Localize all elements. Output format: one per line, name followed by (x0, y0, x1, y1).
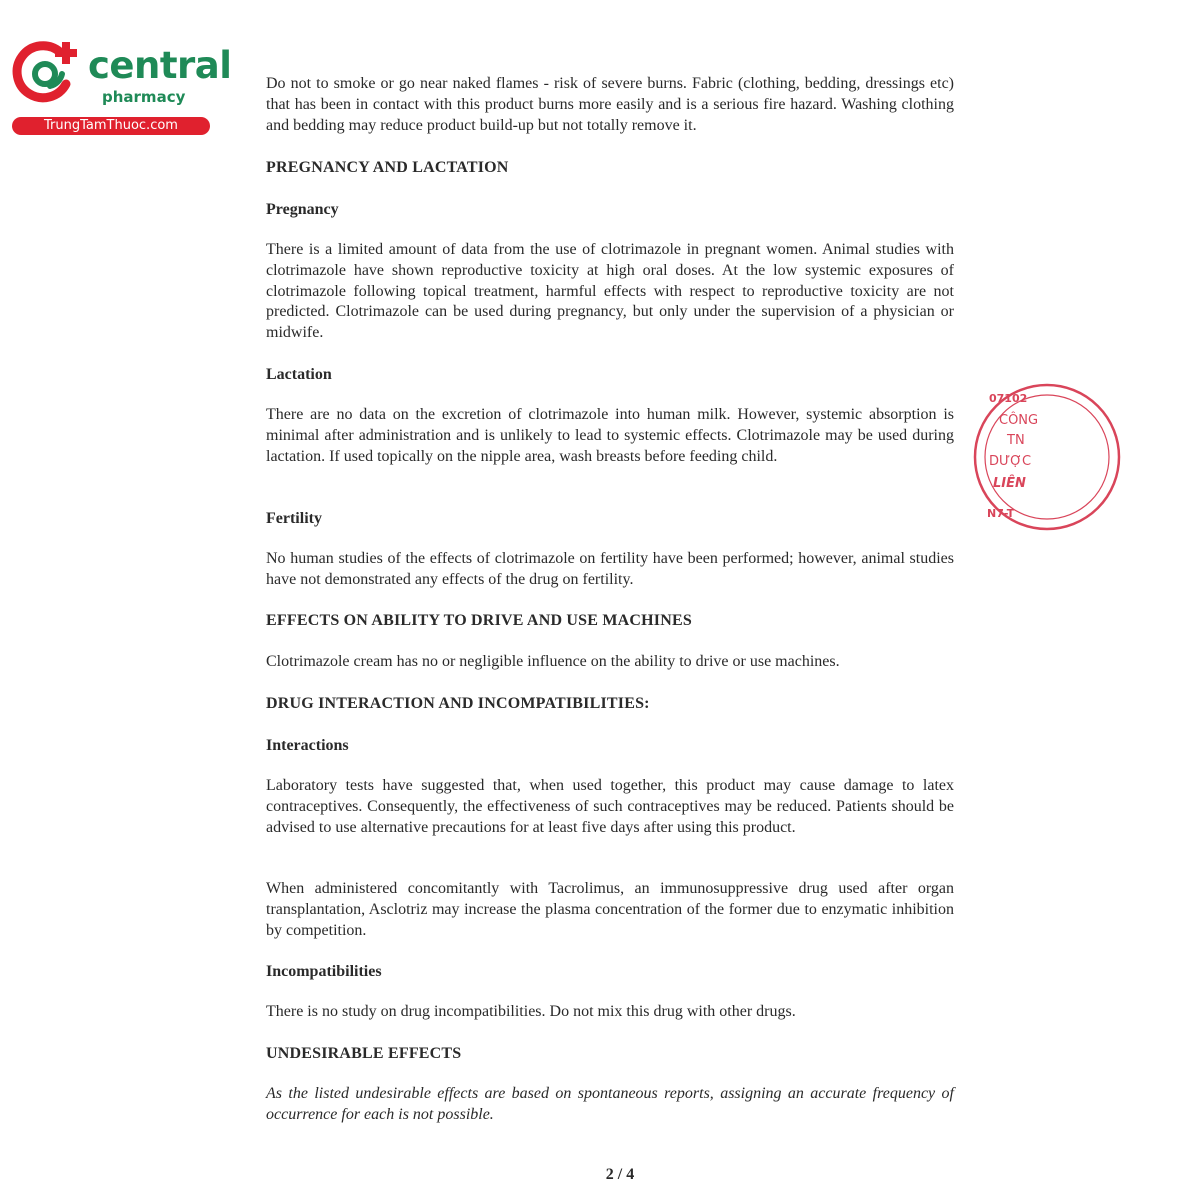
paragraph-interactions-2: When administered concomitantly with Tacrolimus, an immunosuppressive drug used after organ transplantation, Asclotriz may increase the plasma concentration of the former due to enzymatic inhibition by competition. (266, 880, 954, 939)
logo-site-banner: TrungTamThuoc.com (12, 117, 210, 135)
logo-subtitle: pharmacy (102, 88, 186, 106)
pharmacy-cross-icon (10, 38, 84, 108)
heading-drug-interaction: DRUG INTERACTION AND INCOMPATIBILITIES: (266, 695, 650, 712)
stamp-text-4: DƯỢC (989, 454, 1032, 469)
stamp-text-3: TN (1007, 433, 1025, 448)
paragraph-fertility: No human studies of the effects of clotrimazole on fertility have been performed; however, animal studies have not demonstrated any effects of the drug on fertility. (266, 550, 954, 588)
subheading-incompatibilities: Incompatibilities (266, 963, 382, 980)
stamp-text-5: LIÊN (993, 476, 1026, 491)
central-pharmacy-logo (10, 38, 232, 138)
stamp-text-6: N7-T (987, 507, 1015, 520)
paragraph-lactation: There are no data on the excretion of clotrimazole into human milk. However, systemic absorption is minimal after administration and is unlikely to lead to systemic effects. Clotrimazole may be used during lactation. If used topically on the nipple area, wash breasts before feeding child. (266, 406, 954, 465)
company-stamp (975, 372, 1039, 542)
stamp-text-2: CÔNG (999, 413, 1039, 428)
heading-undesirable-effects: UNDESIRABLE EFFECTS (266, 1045, 462, 1062)
paragraph-drive: Clotrimazole cream has no or negligible influence on the ability to drive or use machines. (266, 653, 840, 670)
subheading-pregnancy: Pregnancy (266, 201, 339, 218)
page-number: 2 / 4 (605, 1166, 635, 1183)
paragraph-burns: Do not to smoke or go near naked flames - risk of severe burns. Fabric (clothing, bedding, dressings etc) that has been in contact with this product burns more easily and is a serious fire hazard. Washing clothing and bedding may reduce product build-up but not totally remove it. (266, 75, 954, 134)
stamp-seal-icon (975, 372, 1095, 542)
paragraph-interactions-1: Laboratory tests have suggested that, when used together, this product may cause damage to latex contraceptives. Consequently, the effectiveness of such contraceptives may be reduced. Patients should be advised to use alternative precautions for at least five days after using this product. (266, 777, 954, 836)
paragraph-pregnancy: There is a limited amount of data from the use of clotrimazole in pregnant women. Animal studies with clotrimazole have shown reproductive toxicity at high oral doses. At the low systemic exposures of clotrimazole following topical treatment, harmful effects with respect to reproductive toxicity are not predicted. Clotrimazole can be used during pregnancy, but only under the supervision of a physician or midwife. (266, 241, 954, 342)
logo-wordmark: central (88, 44, 232, 87)
heading-drive-machines: EFFECTS ON ABILITY TO DRIVE AND USE MACHINES (266, 612, 692, 629)
paragraph-incompatibilities: There is no study on drug incompatibilities. Do not mix this drug with other drugs. (266, 1003, 796, 1020)
subheading-fertility: Fertility (266, 510, 322, 527)
heading-pregnancy-lactation: PREGNANCY AND LACTATION (266, 159, 509, 176)
subheading-lactation: Lactation (266, 366, 332, 383)
stamp-text-1: 07102 (989, 392, 1028, 405)
subheading-interactions: Interactions (266, 737, 349, 754)
paragraph-undesirable: As the listed undesirable effects are based on spontaneous reports, assigning an accurate frequency of occurrence for each is not possible. (266, 1085, 954, 1123)
